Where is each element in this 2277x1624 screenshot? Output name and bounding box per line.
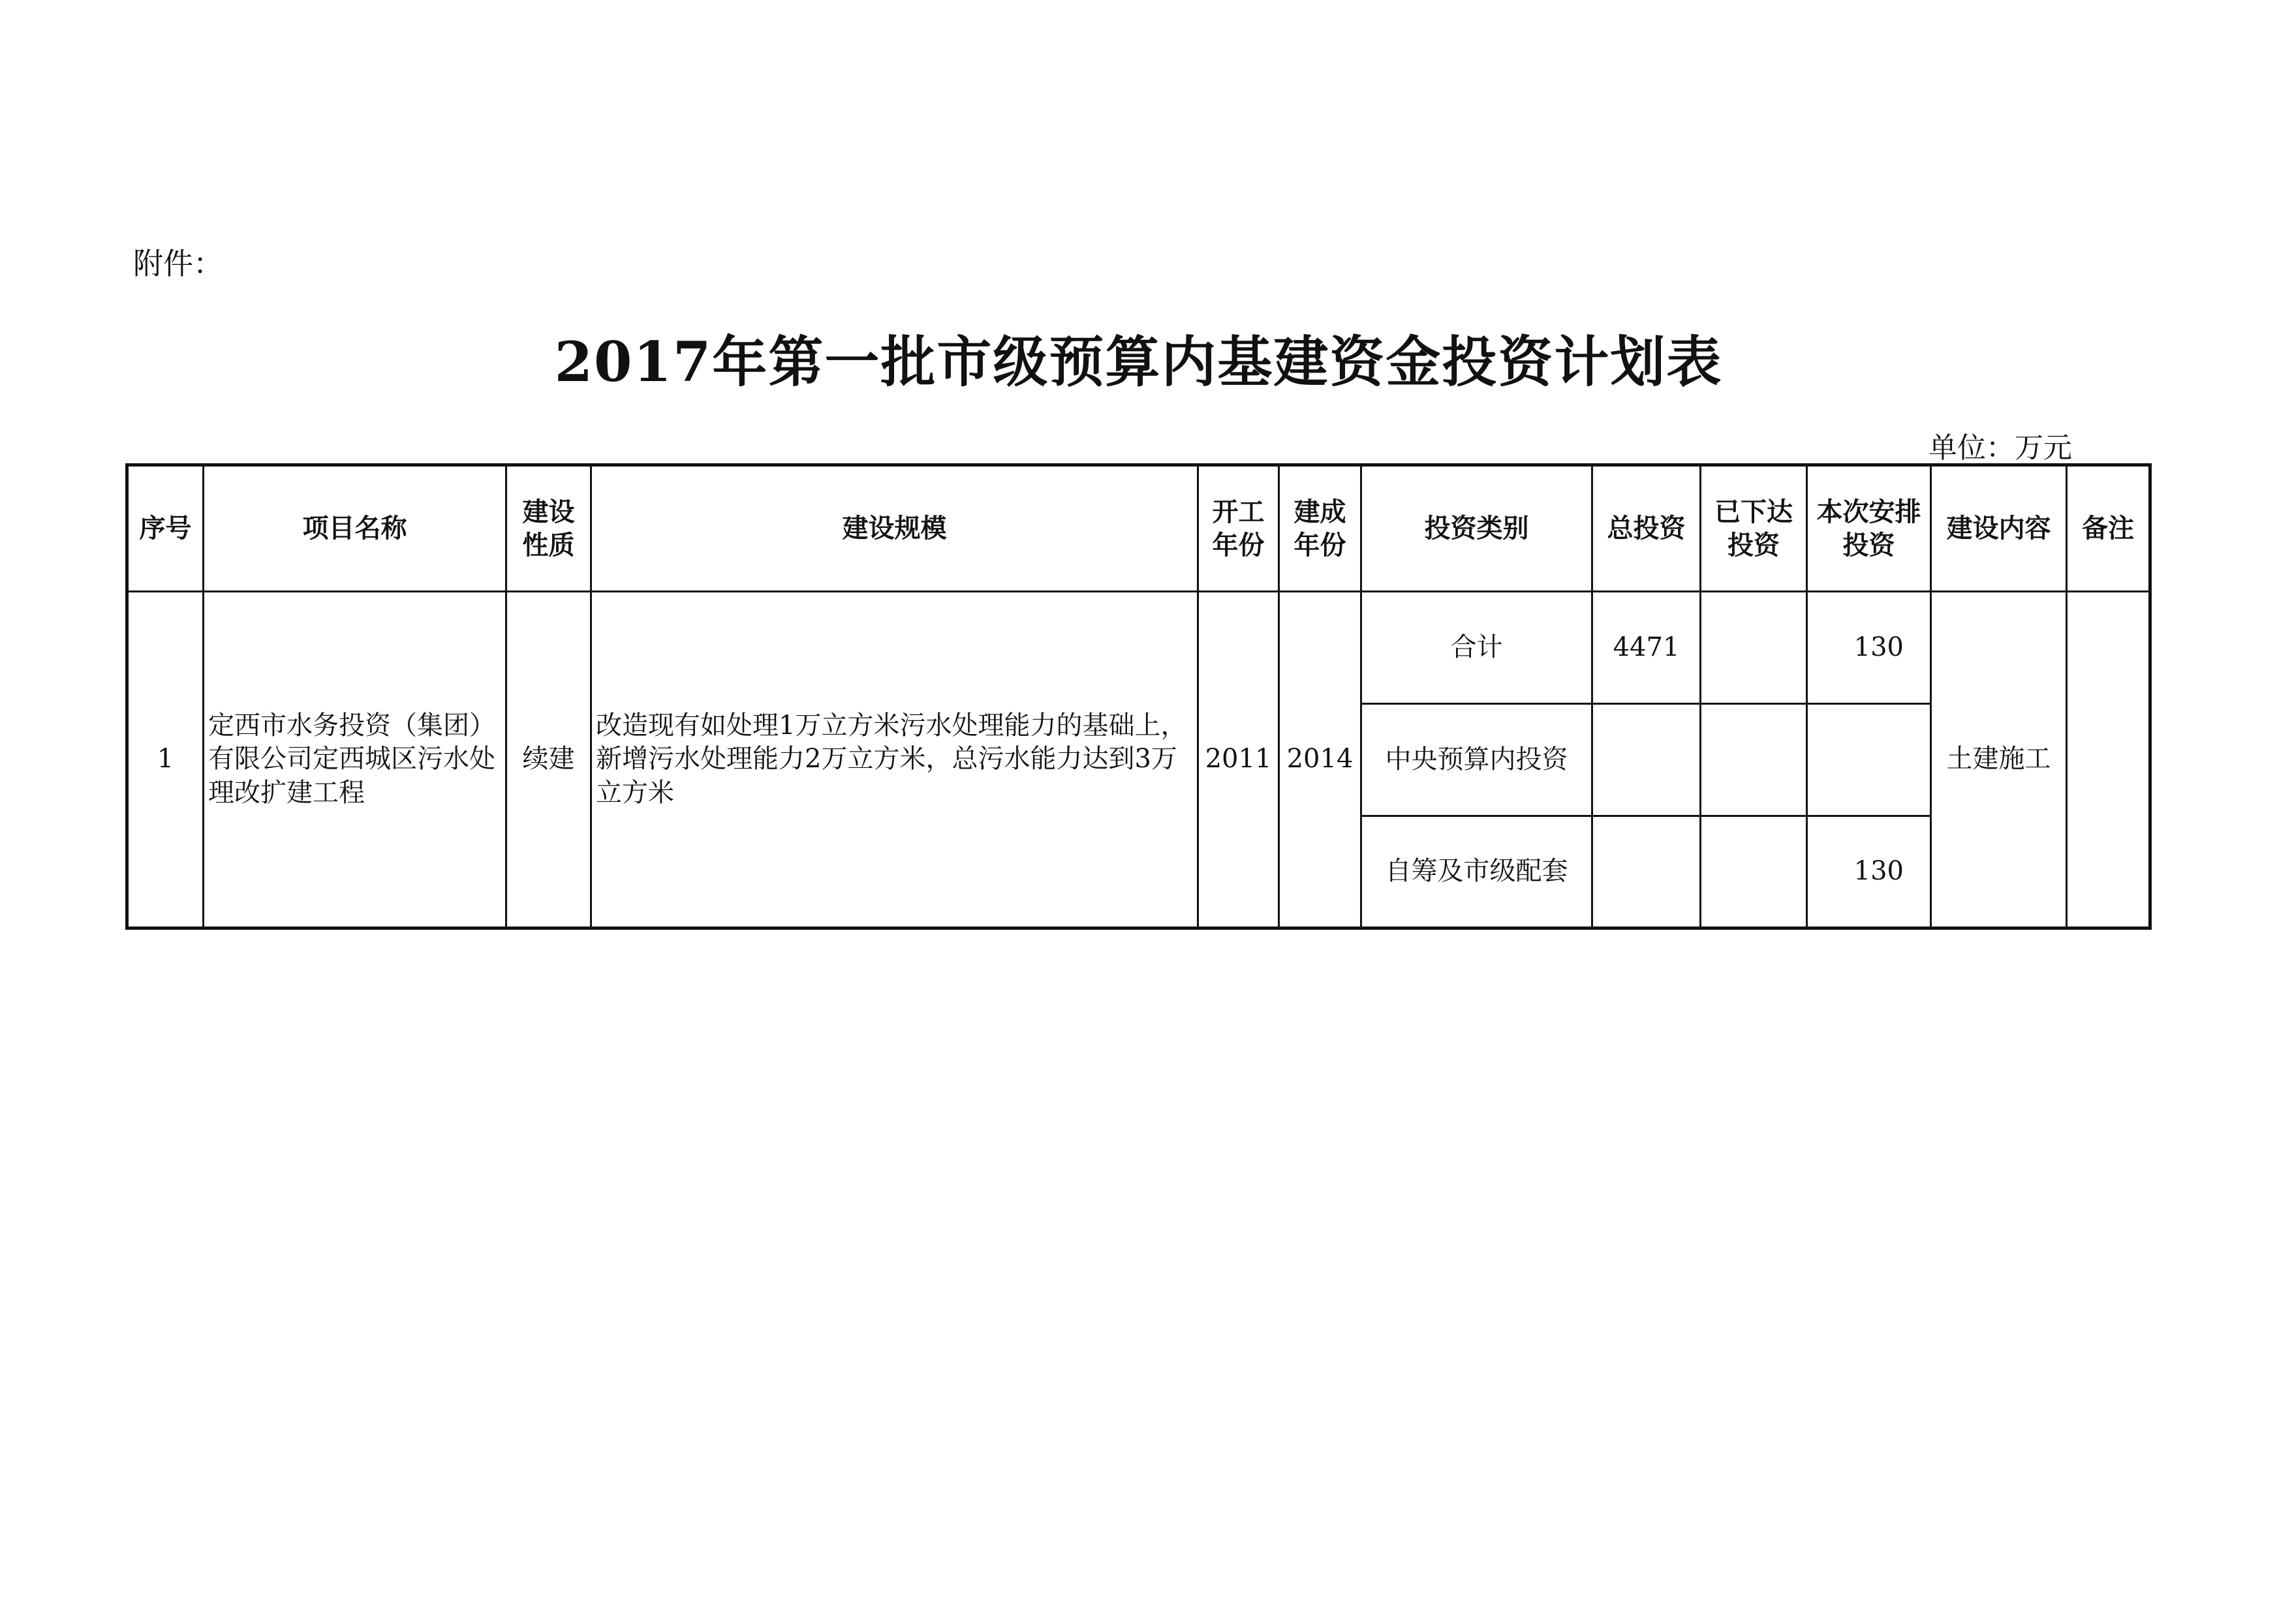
header-remark: 备注 [2067, 465, 2150, 592]
cell-seq: 1 [127, 592, 204, 928]
header-project-name: 项目名称 [204, 465, 506, 592]
cell-category: 合计 [1361, 592, 1592, 704]
header-nature: 建设性质 [506, 465, 591, 592]
cell-nature: 续建 [506, 592, 591, 928]
investment-plan-table [125, 463, 2152, 930]
header-end-year: 建成年份 [1279, 465, 1361, 592]
attachment-label: 附件： [133, 246, 223, 281]
cell-current [1807, 704, 1931, 816]
header-content: 建设内容 [1931, 465, 2067, 592]
cell-total: 4471 [1592, 592, 1701, 704]
cell-end-year: 2014 [1279, 592, 1361, 928]
cell-total [1592, 704, 1701, 816]
cell-current: 130 [1807, 816, 1931, 928]
unit-label: 单位：万元 [1928, 431, 2072, 465]
cell-category: 自筹及市级配套 [1361, 816, 1592, 928]
header-start-year: 开工年份 [1198, 465, 1279, 592]
header-seq: 序号 [127, 465, 204, 592]
cell-content: 土建施工 [1931, 592, 2067, 928]
header-scale: 建设规模 [591, 465, 1198, 592]
cell-project-name: 定西市水务投资（集团）有限公司定西城区污水处理改扩建工程 [204, 592, 506, 928]
table-row [127, 592, 2150, 704]
header-category: 投资类别 [1361, 465, 1592, 592]
cell-issued [1701, 704, 1807, 816]
cell-scale: 改造现有如处理1万立方米污水处理能力的基础上，新增污水处理能力2万立方米，总污水能力达到3万立方米 [591, 592, 1198, 928]
header-total: 总投资 [1592, 465, 1701, 592]
header-current: 本次安排投资 [1807, 465, 1931, 592]
table-header-row [127, 465, 2150, 592]
header-issued: 已下达投资 [1701, 465, 1807, 592]
cell-category: 中央预算内投资 [1361, 704, 1592, 816]
cell-start-year: 2011 [1198, 592, 1279, 928]
cell-remark [2067, 592, 2150, 928]
cell-current: 130 [1807, 592, 1931, 704]
cell-total [1592, 816, 1701, 928]
cell-issued [1701, 816, 1807, 928]
page-title: 2017年第一批市级预算内基建资金投资计划表 [554, 329, 1723, 394]
cell-issued [1701, 592, 1807, 704]
